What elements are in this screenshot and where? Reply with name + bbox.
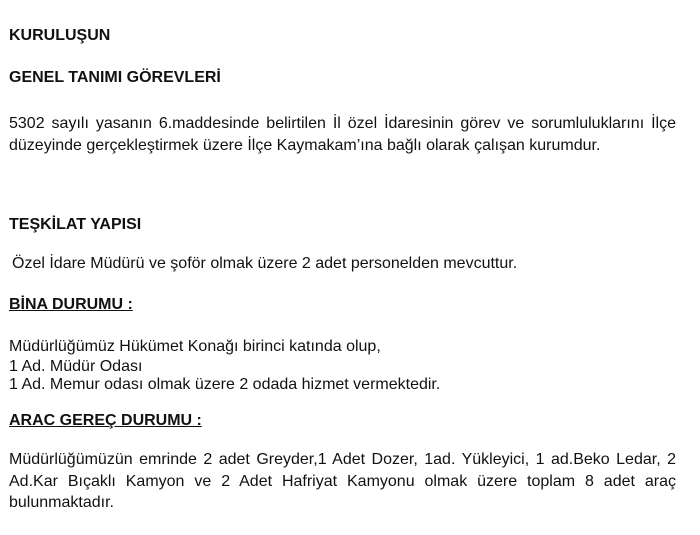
- teskilat-heading: TEŞKİLAT YAPISI: [9, 216, 142, 233]
- title-line-1: KURULUŞUN: [9, 27, 111, 44]
- bina-line: 1 Ad. Memur odası olmak üzere 2 odada hizmet vermektedir.: [9, 376, 441, 393]
- bina-line: 1 Ad. Müdür Odası: [9, 358, 143, 375]
- arac-heading: ARAC GEREÇ DURUMU :: [9, 412, 202, 429]
- arac-paragraph: Müdürlüğümüzün emrinde 2 adet Greyder,1 Adet Dozer, 1ad. Yükleyici, 1 ad.Beko Ledar, 2 Ad.Kar Bıçaklı Kamyon ve 2 Adet Hafriyat Kamyonu olmak üzere toplam 8 adet araç bulunmaktadır.: [9, 451, 676, 511]
- bina-line: Müdürlüğümüz Hükümet Konağı birinci katında olup,: [9, 338, 381, 355]
- definition-paragraph: 5302 sayılı yasanın 6.maddesinde belirtilen İl özel İdaresinin görev ve sorumluluklarını İlçe düzeyinde gerçekleştirmek üzere İlçe Kaymakam’ına bağlı olarak çalışan kurumdur.: [9, 115, 676, 154]
- bina-heading: BİNA DURUMU :: [9, 296, 133, 313]
- teskilat-paragraph: Özel İdare Müdürü ve şoför olmak üzere 2 adet personelden mevcuttur.: [12, 255, 518, 272]
- title-line-2: GENEL TANIMI GÖREVLERİ: [9, 69, 221, 86]
